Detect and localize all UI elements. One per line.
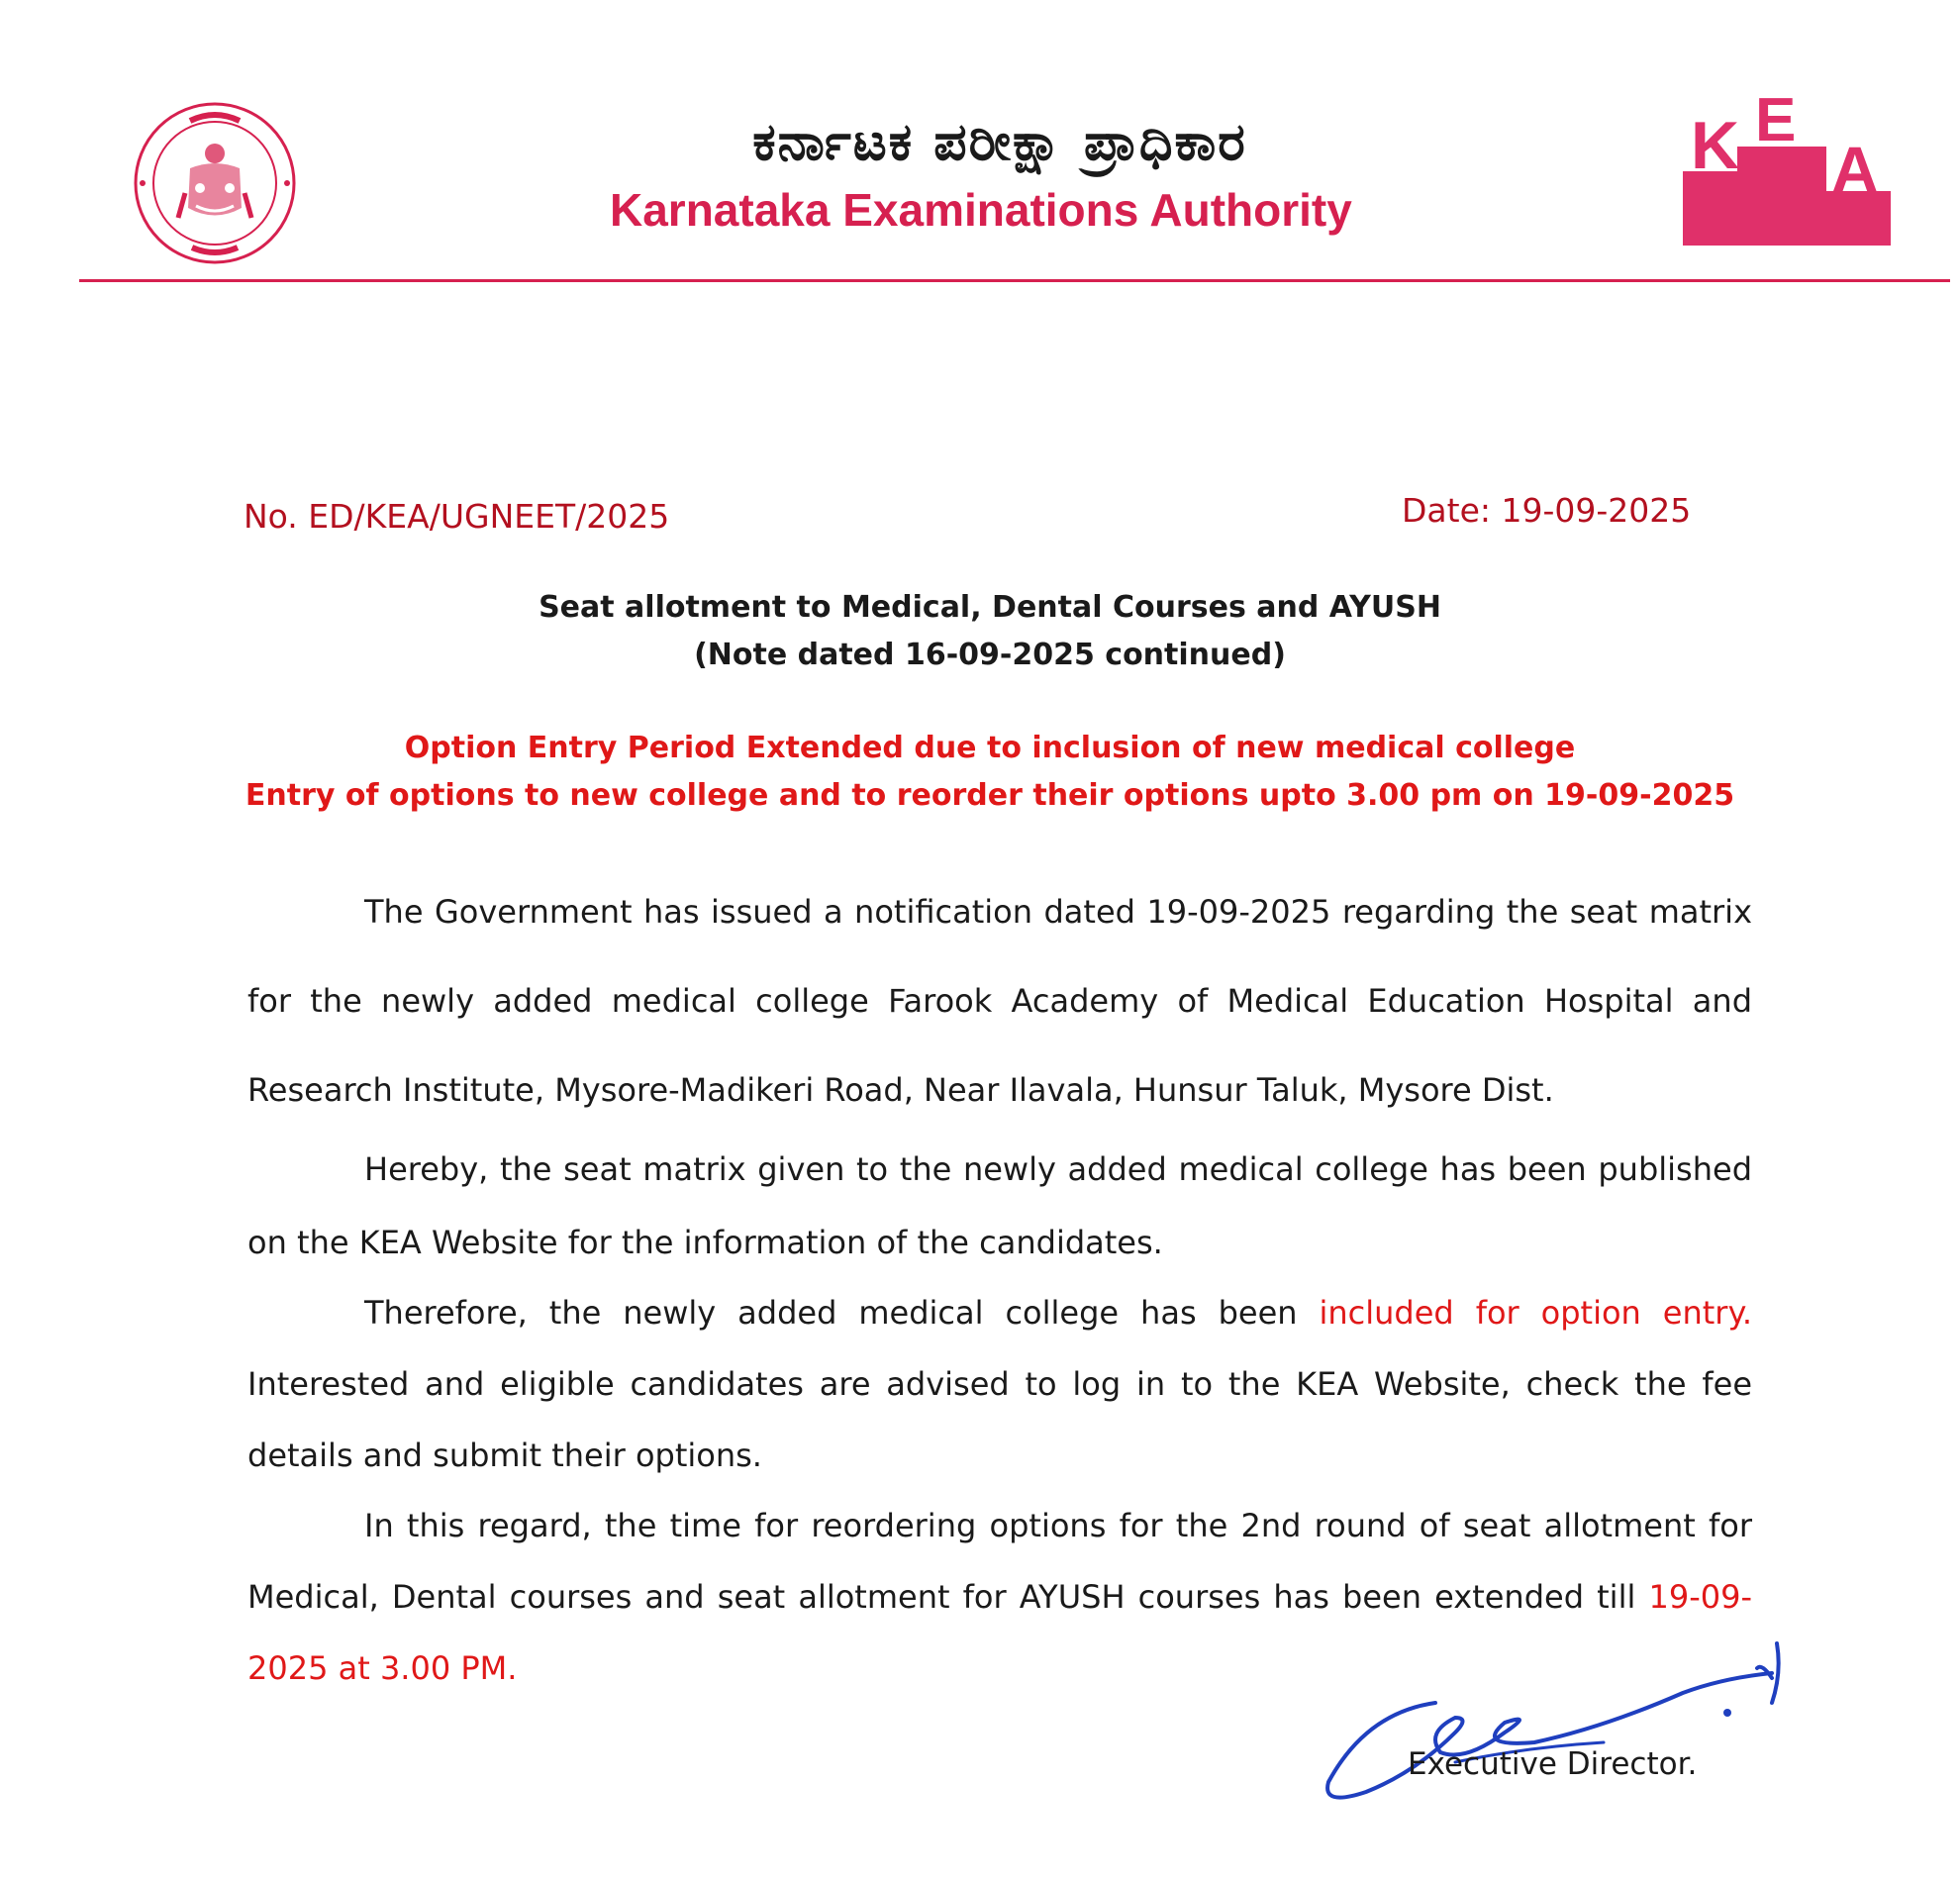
notice-line-1: Option Entry Period Extended due to inclusion of new medical college — [404, 731, 1576, 765]
reference-number: No. ED/KEA/UGNEET/2025 — [244, 497, 670, 536]
header-divider — [79, 279, 1950, 282]
extension-notice — [198, 725, 1782, 820]
paragraph-1-text: The Government has issued a notification dated 19-09-2025 regarding the seat matrix for the newly added medical college Farook Academy of Medical Education Hospital and Research Institute, Mysore-Madikeri Road, Near Ilavala, Hunsur Taluk, Mysore Dist. — [247, 893, 1752, 1109]
signatory-title: Executive Director. — [1408, 1746, 1698, 1782]
subject-heading — [297, 584, 1683, 679]
paragraph-3-start: Therefore, the newly added medical college has been — [364, 1294, 1320, 1332]
paragraph-3 — [247, 1277, 1752, 1491]
notice-line-2: Entry of options to new college and to reorder their options upto 3.00 pm on 19-09-2025 — [245, 778, 1735, 813]
paragraph-3-highlight: included for option entry. — [1319, 1294, 1752, 1332]
svg-text:A: A — [1831, 133, 1879, 206]
kea-logo-icon — [1683, 97, 1891, 246]
svg-text:E: E — [1755, 97, 1797, 154]
government-seal-icon — [131, 99, 299, 267]
subject-line-2: (Note dated 16-09-2025 continued) — [694, 638, 1286, 672]
paragraph-3-end: Interested and eligible candidates are advised to log in to the KEA Website, check the fee details and submit their options. — [247, 1365, 1752, 1474]
subject-line-1: Seat allotment to Medical, Dental Courses and AYUSH — [539, 590, 1441, 625]
paragraph-1 — [247, 867, 1752, 1135]
english-title: Karnataka Examinations Authority — [610, 184, 1352, 236]
paragraph-4-start: In this regard, the time for reordering options for the 2nd round of seat allotment for Medical, Dental courses and seat allotment for AYUSH courses has been extended till — [247, 1507, 1752, 1616]
paragraph-4-highlight: 19-09-2025 at 3.00 PM. — [247, 1578, 1752, 1687]
signature-icon — [1307, 1624, 1802, 1822]
svg-text:K: K — [1691, 108, 1740, 183]
kannada-title: ಕರ್ನಾಟಕ ಪರೀಕ್ಷಾ ಪ್ರಾಧಿಕಾರ — [752, 113, 1247, 172]
header-titles — [554, 111, 1445, 240]
notice-date: Date: 19-09-2025 — [1402, 491, 1692, 530]
paragraph-2 — [247, 1133, 1752, 1279]
paragraph-2-text: Hereby, the seat matrix given to the newly added medical college has been published on the KEA Website for the information of the candidates. — [247, 1150, 1752, 1261]
